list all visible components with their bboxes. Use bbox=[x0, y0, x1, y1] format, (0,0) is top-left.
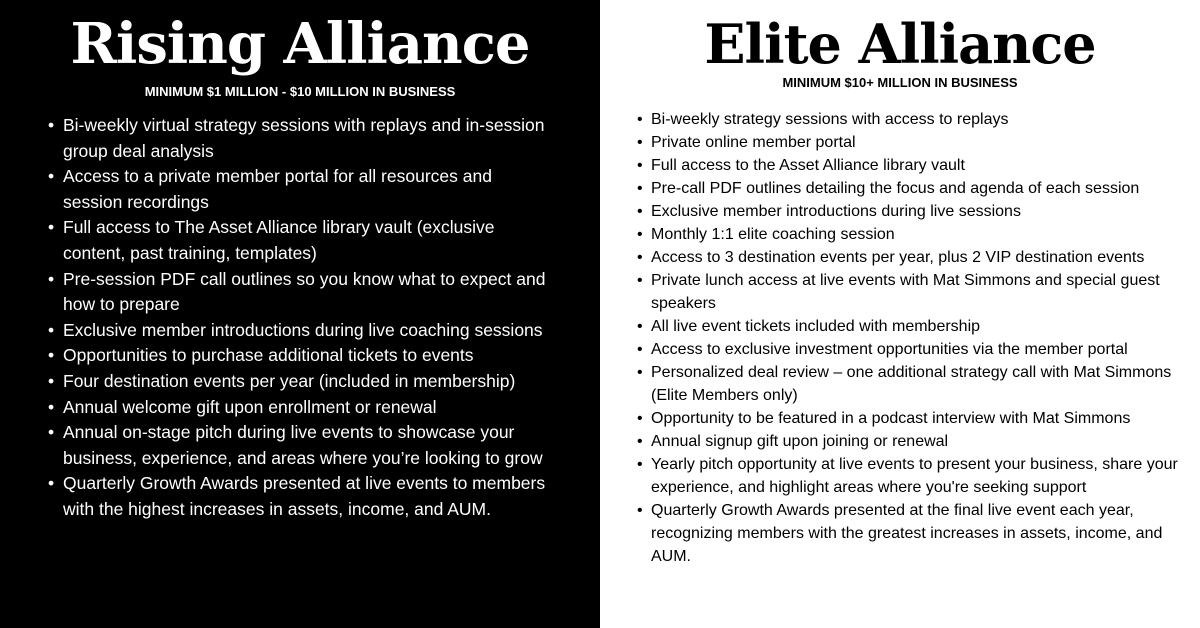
rising-alliance-title: Rising Alliance bbox=[70, 11, 530, 77]
benefit-item: • Pre-call PDF outlines detailing the focus and agenda of each session bbox=[651, 177, 1183, 200]
benefit-item: • Access to a private member portal for all resources and session recordings bbox=[63, 164, 553, 215]
benefit-item: • Bi-weekly strategy sessions with access to replays bbox=[651, 108, 1183, 131]
benefit-item: • Pre-session PDF call outlines so you know what to expect and how to prepare bbox=[63, 267, 553, 318]
benefit-item: • Four destination events per year (included in membership) bbox=[63, 369, 553, 395]
rising-alliance-subtitle: MINIMUM $1 MILLION - $10 MILLION IN BUSINESS bbox=[144, 84, 456, 99]
benefit-item: • Opportunities to purchase additional tickets to events bbox=[63, 343, 553, 369]
benefit-item: • Exclusive member introductions during live sessions bbox=[651, 200, 1183, 223]
benefit-item: • Full access to the Asset Alliance library vault bbox=[651, 154, 1183, 177]
benefit-item: • Personalized deal review – one additional strategy call with Mat Simmons (Elite Members only) bbox=[651, 361, 1183, 407]
elite-alliance-subtitle: MINIMUM $10+ MILLION IN BUSINESS bbox=[782, 75, 1018, 90]
benefit-item: • Private lunch access at live events with Mat Simmons and special guest speakers bbox=[651, 269, 1183, 315]
benefit-item: • Bi-weekly virtual strategy sessions with replays and in-session group deal analysis bbox=[63, 113, 553, 164]
benefit-item: • Annual signup gift upon joining or renewal bbox=[651, 430, 1183, 453]
benefit-item: • Exclusive member introductions during live coaching sessions bbox=[63, 318, 553, 344]
benefit-item: • Access to exclusive investment opportunities via the member portal bbox=[651, 338, 1183, 361]
rising-alliance-benefit-list bbox=[63, 113, 553, 523]
benefit-item: • All live event tickets included with membership bbox=[651, 315, 1183, 338]
benefit-item: • Opportunity to be featured in a podcast interview with Mat Simmons bbox=[651, 407, 1183, 430]
benefit-item: • Annual welcome gift upon enrollment or renewal bbox=[63, 395, 553, 421]
elite-alliance-panel bbox=[600, 0, 1200, 628]
benefit-item: • Full access to The Asset Alliance library vault (exclusive content, past training, templates) bbox=[63, 215, 553, 266]
benefit-item: • Annual on-stage pitch during live events to showcase your business, experience, and areas where you’re looking to grow bbox=[63, 420, 553, 471]
elite-alliance-title: Elite Alliance bbox=[704, 12, 1096, 76]
benefit-item: • Quarterly Growth Awards presented at the final live event each year, recognizing members with the greatest increases in assets, income, and AUM. bbox=[651, 499, 1183, 568]
benefit-item: • Yearly pitch opportunity at live events to present your business, share your experience, and highlight areas where you're seeking support bbox=[651, 453, 1183, 499]
benefit-item: • Private online member portal bbox=[651, 131, 1183, 154]
benefit-item: • Quarterly Growth Awards presented at live events to members with the highest increases in assets, income, and AUM. bbox=[63, 471, 553, 522]
benefit-item: • Access to 3 destination events per year, plus 2 VIP destination events bbox=[651, 246, 1183, 269]
benefit-item: • Monthly 1:1 elite coaching session bbox=[651, 223, 1183, 246]
elite-alliance-benefit-list bbox=[651, 108, 1183, 568]
